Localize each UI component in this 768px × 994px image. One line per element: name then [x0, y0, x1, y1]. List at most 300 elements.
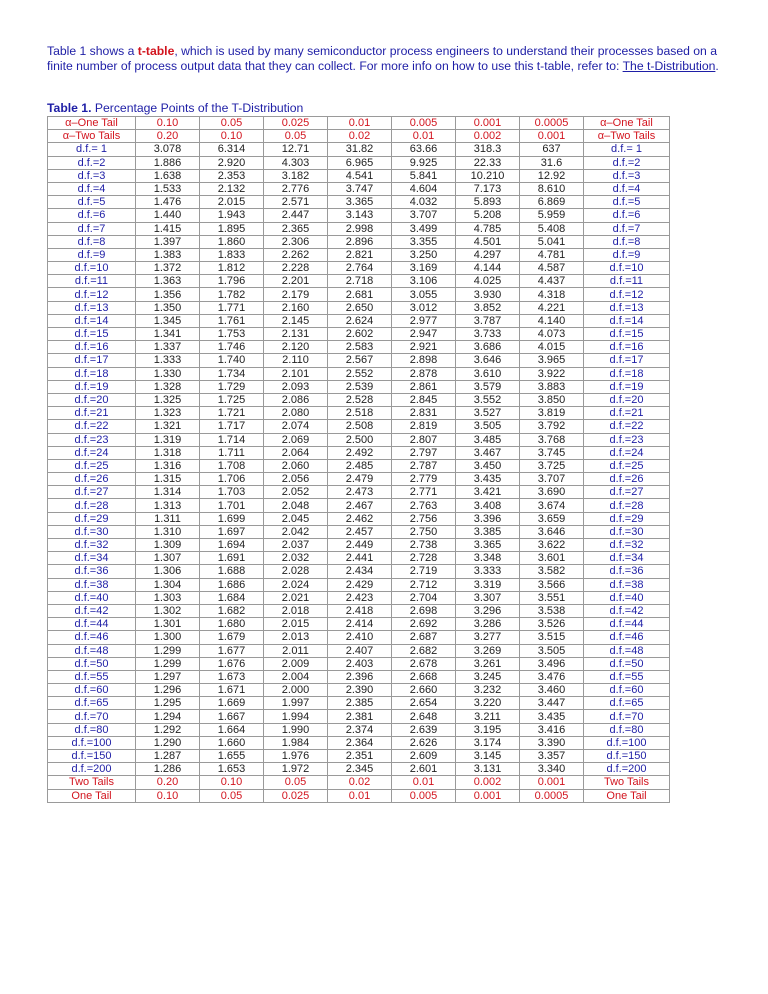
- critical-value-cell: 4.318: [520, 288, 584, 301]
- critical-value-cell: 3.012: [392, 301, 456, 314]
- df-label-cell: d.f.=200: [48, 763, 136, 776]
- critical-value-cell: 1.746: [200, 341, 264, 354]
- critical-value-cell: 1.729: [200, 380, 264, 393]
- critical-value-cell: 3.579: [456, 380, 520, 393]
- critical-value-cell: 4.221: [520, 301, 584, 314]
- critical-value-cell: 2.045: [264, 512, 328, 525]
- df-label-cell: d.f.=48: [584, 644, 670, 657]
- critical-value-cell: 3.725: [520, 459, 584, 472]
- critical-value-cell: 3.340: [520, 763, 584, 776]
- critical-value-cell: 2.947: [392, 328, 456, 341]
- intro-paragraph: [47, 44, 727, 74]
- critical-value-cell: 1.706: [200, 473, 264, 486]
- critical-value-cell: 2.776: [264, 182, 328, 195]
- critical-value-cell: 2.756: [392, 512, 456, 525]
- critical-value-cell: 4.015: [520, 341, 584, 354]
- critical-value-cell: 2.977: [392, 314, 456, 327]
- table-row: [48, 578, 670, 591]
- critical-value-cell: 1.350: [136, 301, 200, 314]
- critical-value-cell: 1.895: [200, 222, 264, 235]
- df-label-cell: d.f.=55: [584, 670, 670, 683]
- critical-value-cell: 3.232: [456, 684, 520, 697]
- table-caption: [47, 101, 303, 115]
- critical-value-cell: 2.064: [264, 446, 328, 459]
- df-label-cell: d.f.=200: [584, 763, 670, 776]
- critical-value-cell: 1.313: [136, 499, 200, 512]
- critical-value-cell: 3.551: [520, 591, 584, 604]
- table-row: [48, 288, 670, 301]
- critical-value-cell: 2.698: [392, 604, 456, 617]
- critical-value-cell: 3.220: [456, 697, 520, 710]
- critical-value-cell: 1.299: [136, 644, 200, 657]
- critical-value-cell: 0.05: [200, 117, 264, 130]
- critical-value-cell: 2.819: [392, 420, 456, 433]
- critical-value-cell: 3.883: [520, 380, 584, 393]
- critical-value-cell: 1.682: [200, 604, 264, 617]
- critical-value-cell: 1.976: [264, 750, 328, 763]
- critical-value-cell: 2.763: [392, 499, 456, 512]
- critical-value-cell: 3.211: [456, 710, 520, 723]
- df-label-cell: d.f.=60: [584, 684, 670, 697]
- table-caption-text: Percentage Points of the T-Distribution: [91, 101, 304, 115]
- critical-value-cell: 1.655: [200, 750, 264, 763]
- critical-value-cell: 1.972: [264, 763, 328, 776]
- critical-value-cell: 2.692: [392, 618, 456, 631]
- df-label-cell: d.f.=25: [48, 459, 136, 472]
- critical-value-cell: 3.768: [520, 433, 584, 446]
- critical-value-cell: 3.515: [520, 631, 584, 644]
- critical-value-cell: 2.878: [392, 367, 456, 380]
- critical-value-cell: 4.501: [456, 235, 520, 248]
- critical-value-cell: 6.869: [520, 196, 584, 209]
- critical-value-cell: 3.145: [456, 750, 520, 763]
- critical-value-cell: 1.994: [264, 710, 328, 723]
- df-label-cell: d.f.=80: [584, 723, 670, 736]
- critical-value-cell: 1.328: [136, 380, 200, 393]
- critical-value-cell: 2.682: [392, 644, 456, 657]
- critical-value-cell: 3.622: [520, 539, 584, 552]
- table-row: [48, 222, 670, 235]
- critical-value-cell: 3.496: [520, 657, 584, 670]
- critical-value-cell: 2.093: [264, 380, 328, 393]
- critical-value-cell: 1.860: [200, 235, 264, 248]
- table-row: [48, 328, 670, 341]
- critical-value-cell: 1.294: [136, 710, 200, 723]
- critical-value-cell: 3.435: [456, 473, 520, 486]
- critical-value-cell: 3.269: [456, 644, 520, 657]
- df-label-cell: d.f.=20: [584, 393, 670, 406]
- critical-value-cell: 2.120: [264, 341, 328, 354]
- table-row: [48, 433, 670, 446]
- df-label-cell: d.f.=6: [48, 209, 136, 222]
- critical-value-cell: 2.571: [264, 196, 328, 209]
- df-label-cell: d.f.=12: [48, 288, 136, 301]
- critical-value-cell: 2.004: [264, 670, 328, 683]
- critical-value-cell: 2.639: [392, 723, 456, 736]
- critical-value-cell: 1.680: [200, 618, 264, 631]
- df-label-cell: d.f.=17: [48, 354, 136, 367]
- critical-value-cell: 2.021: [264, 591, 328, 604]
- critical-value-cell: 1.307: [136, 552, 200, 565]
- critical-value-cell: 0.01: [392, 776, 456, 789]
- table-row: [48, 407, 670, 420]
- critical-value-cell: 1.295: [136, 697, 200, 710]
- critical-value-cell: 3.408: [456, 499, 520, 512]
- df-label-cell: d.f.=25: [584, 459, 670, 472]
- df-label-cell: d.f.=22: [48, 420, 136, 433]
- critical-value-cell: 4.781: [520, 248, 584, 261]
- critical-value-cell: 1.708: [200, 459, 264, 472]
- critical-value-cell: 5.041: [520, 235, 584, 248]
- critical-value-cell: 1.812: [200, 262, 264, 275]
- critical-value-cell: 4.541: [328, 169, 392, 182]
- critical-value-cell: 1.297: [136, 670, 200, 683]
- critical-value-cell: 2.457: [328, 525, 392, 538]
- table-row: [48, 486, 670, 499]
- critical-value-cell: 3.527: [456, 407, 520, 420]
- critical-value-cell: 1.699: [200, 512, 264, 525]
- df-label-cell: d.f.=42: [48, 604, 136, 617]
- critical-value-cell: 22.33: [456, 156, 520, 169]
- critical-value-cell: 3.078: [136, 143, 200, 156]
- df-label-cell: d.f.=15: [584, 328, 670, 341]
- critical-value-cell: 3.601: [520, 552, 584, 565]
- df-label-cell: d.f.=3: [584, 169, 670, 182]
- critical-value-cell: 3.106: [392, 275, 456, 288]
- table-row: [48, 684, 670, 697]
- critical-value-cell: 2.728: [392, 552, 456, 565]
- df-label-cell: d.f.=3: [48, 169, 136, 182]
- critical-value-cell: 2.024: [264, 578, 328, 591]
- df-label-cell: d.f.=7: [48, 222, 136, 235]
- critical-value-cell: 4.144: [456, 262, 520, 275]
- df-label-cell: d.f.=100: [48, 736, 136, 749]
- critical-value-cell: 0.10: [136, 789, 200, 802]
- critical-value-cell: 2.160: [264, 301, 328, 314]
- critical-value-cell: 3.450: [456, 459, 520, 472]
- critical-value-cell: 2.080: [264, 407, 328, 420]
- df-label-cell: d.f.=13: [48, 301, 136, 314]
- critical-value-cell: 1.734: [200, 367, 264, 380]
- critical-value-cell: 2.385: [328, 697, 392, 710]
- critical-value-cell: 2.418: [328, 604, 392, 617]
- df-label-cell: d.f.=18: [48, 367, 136, 380]
- critical-value-cell: 2.060: [264, 459, 328, 472]
- df-label-cell: d.f.=21: [584, 407, 670, 420]
- table-row: [48, 301, 670, 314]
- critical-value-cell: 63.66: [392, 143, 456, 156]
- critical-value-cell: 1.319: [136, 433, 200, 446]
- critical-value-cell: 2.390: [328, 684, 392, 697]
- table-row: [48, 473, 670, 486]
- critical-value-cell: 2.787: [392, 459, 456, 472]
- critical-value-cell: 637: [520, 143, 584, 156]
- critical-value-cell: 1.363: [136, 275, 200, 288]
- critical-value-cell: 3.747: [328, 182, 392, 195]
- critical-value-cell: 3.355: [392, 235, 456, 248]
- table-row: [48, 697, 670, 710]
- table-row: [48, 618, 670, 631]
- critical-value-cell: 3.646: [520, 525, 584, 538]
- critical-value-cell: 1.383: [136, 248, 200, 261]
- critical-value-cell: 2.704: [392, 591, 456, 604]
- table-row: [48, 275, 670, 288]
- critical-value-cell: 3.686: [456, 341, 520, 354]
- critical-value-cell: 3.250: [392, 248, 456, 261]
- critical-value-cell: 0.001: [520, 130, 584, 143]
- critical-value-cell: 0.002: [456, 776, 520, 789]
- critical-value-cell: 2.403: [328, 657, 392, 670]
- df-label-cell: d.f.=18: [584, 367, 670, 380]
- critical-value-cell: 1.697: [200, 525, 264, 538]
- critical-value-cell: 2.492: [328, 446, 392, 459]
- critical-value-cell: 2.719: [392, 565, 456, 578]
- table-row: [48, 763, 670, 776]
- df-label-cell: d.f.=12: [584, 288, 670, 301]
- critical-value-cell: 2.069: [264, 433, 328, 446]
- critical-value-cell: 31.82: [328, 143, 392, 156]
- critical-value-cell: 2.712: [392, 578, 456, 591]
- df-label-cell: d.f.=24: [584, 446, 670, 459]
- table-row: [48, 196, 670, 209]
- critical-value-cell: 3.787: [456, 314, 520, 327]
- critical-value-cell: 10.210: [456, 169, 520, 182]
- critical-value-cell: 1.943: [200, 209, 264, 222]
- table-row: [48, 459, 670, 472]
- df-label-cell: d.f.=60: [48, 684, 136, 697]
- critical-value-cell: 0.01: [328, 789, 392, 802]
- critical-value-cell: 2.467: [328, 499, 392, 512]
- t-table-highlight: t-table: [137, 44, 175, 58]
- critical-value-cell: 2.306: [264, 235, 328, 248]
- critical-value-cell: 5.959: [520, 209, 584, 222]
- df-label-cell: d.f.=50: [584, 657, 670, 670]
- table-row: [48, 156, 670, 169]
- critical-value-cell: 2.998: [328, 222, 392, 235]
- df-label-cell: One Tail: [48, 789, 136, 802]
- table-row: [48, 644, 670, 657]
- critical-value-cell: 1.771: [200, 301, 264, 314]
- df-label-cell: d.f.= 1: [584, 143, 670, 156]
- critical-value-cell: 0.05: [264, 776, 328, 789]
- critical-value-cell: 6.314: [200, 143, 264, 156]
- critical-value-cell: 2.110: [264, 354, 328, 367]
- df-label-cell: d.f.=22: [584, 420, 670, 433]
- table-row: [48, 393, 670, 406]
- critical-value-cell: 2.807: [392, 433, 456, 446]
- critical-value-cell: 1.694: [200, 539, 264, 552]
- df-label-cell: d.f.=36: [48, 565, 136, 578]
- critical-value-cell: 1.286: [136, 763, 200, 776]
- critical-value-cell: 2.042: [264, 525, 328, 538]
- critical-value-cell: 2.353: [200, 169, 264, 182]
- critical-value-cell: 3.307: [456, 591, 520, 604]
- critical-value-cell: 2.552: [328, 367, 392, 380]
- critical-value-cell: 0.01: [328, 117, 392, 130]
- critical-value-cell: 3.965: [520, 354, 584, 367]
- critical-value-cell: 1.300: [136, 631, 200, 644]
- df-label-cell: d.f.=28: [48, 499, 136, 512]
- critical-value-cell: 2.364: [328, 736, 392, 749]
- critical-value-cell: 5.893: [456, 196, 520, 209]
- df-label-cell: α–Two Tails: [48, 130, 136, 143]
- critical-value-cell: 4.604: [392, 182, 456, 195]
- critical-value-cell: 2.567: [328, 354, 392, 367]
- critical-value-cell: 3.745: [520, 446, 584, 459]
- critical-value-cell: 1.796: [200, 275, 264, 288]
- critical-value-cell: 1.341: [136, 328, 200, 341]
- critical-value-cell: 2.441: [328, 552, 392, 565]
- table-row: [48, 750, 670, 763]
- critical-value-cell: 1.721: [200, 407, 264, 420]
- critical-value-cell: 0.05: [200, 789, 264, 802]
- critical-value-cell: 2.626: [392, 736, 456, 749]
- critical-value-cell: 0.002: [456, 130, 520, 143]
- critical-value-cell: 1.299: [136, 657, 200, 670]
- df-label-cell: d.f.=40: [584, 591, 670, 604]
- critical-value-cell: 1.671: [200, 684, 264, 697]
- critical-value-cell: 9.925: [392, 156, 456, 169]
- df-label-cell: d.f.=65: [584, 697, 670, 710]
- critical-value-cell: 1.315: [136, 473, 200, 486]
- critical-value-cell: 2.920: [200, 156, 264, 169]
- df-label-cell: d.f.=44: [48, 618, 136, 631]
- df-label-cell: d.f.=11: [48, 275, 136, 288]
- t-distribution-table: [47, 116, 670, 803]
- critical-value-cell: 1.761: [200, 314, 264, 327]
- df-label-cell: Two Tails: [584, 776, 670, 789]
- critical-value-cell: 1.330: [136, 367, 200, 380]
- df-label-cell: d.f.=26: [584, 473, 670, 486]
- table-row: [48, 539, 670, 552]
- critical-value-cell: 3.416: [520, 723, 584, 736]
- critical-value-cell: 3.421: [456, 486, 520, 499]
- critical-value-cell: 2.896: [328, 235, 392, 248]
- critical-value-cell: 2.898: [392, 354, 456, 367]
- critical-value-cell: 3.286: [456, 618, 520, 631]
- critical-value-cell: 2.750: [392, 525, 456, 538]
- table-row: [48, 314, 670, 327]
- df-label-cell: d.f.=46: [584, 631, 670, 644]
- critical-value-cell: 2.032: [264, 552, 328, 565]
- critical-value-cell: 3.505: [456, 420, 520, 433]
- table-row: [48, 631, 670, 644]
- critical-value-cell: 2.000: [264, 684, 328, 697]
- critical-value-cell: 3.566: [520, 578, 584, 591]
- critical-value-cell: 4.303: [264, 156, 328, 169]
- critical-value-cell: 3.499: [392, 222, 456, 235]
- critical-value-cell: 1.638: [136, 169, 200, 182]
- critical-value-cell: 2.660: [392, 684, 456, 697]
- critical-value-cell: 1.309: [136, 539, 200, 552]
- critical-value-cell: 2.009: [264, 657, 328, 670]
- table-row: [48, 525, 670, 538]
- critical-value-cell: 2.601: [392, 763, 456, 776]
- critical-value-cell: 2.086: [264, 393, 328, 406]
- df-label-cell: d.f.=2: [48, 156, 136, 169]
- table-row: [48, 710, 670, 723]
- df-label-cell: d.f.=70: [48, 710, 136, 723]
- critical-value-cell: 2.602: [328, 328, 392, 341]
- critical-value-cell: 3.169: [392, 262, 456, 275]
- df-label-cell: One Tail: [584, 789, 670, 802]
- critical-value-cell: 1.321: [136, 420, 200, 433]
- df-label-cell: d.f.=20: [48, 393, 136, 406]
- alpha-footer-row: [48, 789, 670, 802]
- critical-value-cell: 2.351: [328, 750, 392, 763]
- critical-value-cell: 3.390: [520, 736, 584, 749]
- critical-value-cell: 5.408: [520, 222, 584, 235]
- df-label-cell: d.f.=19: [584, 380, 670, 393]
- critical-value-cell: 1.292: [136, 723, 200, 736]
- critical-value-cell: 1.290: [136, 736, 200, 749]
- critical-value-cell: 2.374: [328, 723, 392, 736]
- critical-value-cell: 2.011: [264, 644, 328, 657]
- critical-value-cell: 2.609: [392, 750, 456, 763]
- critical-value-cell: 1.725: [200, 393, 264, 406]
- critical-value-cell: 2.037: [264, 539, 328, 552]
- critical-value-cell: 1.323: [136, 407, 200, 420]
- critical-value-cell: 2.407: [328, 644, 392, 657]
- table-row: [48, 209, 670, 222]
- critical-value-cell: 0.025: [264, 789, 328, 802]
- df-label-cell: d.f.=4: [584, 182, 670, 195]
- table-row: [48, 380, 670, 393]
- df-label-cell: d.f.=19: [48, 380, 136, 393]
- critical-value-cell: 1.886: [136, 156, 200, 169]
- critical-value-cell: 2.500: [328, 433, 392, 446]
- critical-value-cell: 0.025: [264, 117, 328, 130]
- critical-value-cell: 1.833: [200, 248, 264, 261]
- table-row: [48, 341, 670, 354]
- df-label-cell: d.f.=28: [584, 499, 670, 512]
- critical-value-cell: 3.707: [520, 473, 584, 486]
- critical-value-cell: 2.414: [328, 618, 392, 631]
- table-row: [48, 499, 670, 512]
- critical-value-cell: 3.485: [456, 433, 520, 446]
- critical-value-cell: 1.311: [136, 512, 200, 525]
- df-label-cell: d.f.=32: [48, 539, 136, 552]
- critical-value-cell: 2.921: [392, 341, 456, 354]
- critical-value-cell: 1.325: [136, 393, 200, 406]
- critical-value-cell: 2.650: [328, 301, 392, 314]
- df-label-cell: α–One Tail: [48, 117, 136, 130]
- critical-value-cell: 3.707: [392, 209, 456, 222]
- critical-value-cell: 3.850: [520, 393, 584, 406]
- critical-value-cell: 2.056: [264, 473, 328, 486]
- df-label-cell: d.f.=26: [48, 473, 136, 486]
- critical-value-cell: 1.440: [136, 209, 200, 222]
- critical-value-cell: 1.679: [200, 631, 264, 644]
- df-label-cell: d.f.=14: [584, 314, 670, 327]
- critical-value-cell: 1.691: [200, 552, 264, 565]
- critical-value-cell: 2.624: [328, 314, 392, 327]
- critical-value-cell: 3.348: [456, 552, 520, 565]
- critical-value-cell: 1.997: [264, 697, 328, 710]
- critical-value-cell: 2.018: [264, 604, 328, 617]
- df-label-cell: Two Tails: [48, 776, 136, 789]
- critical-value-cell: 0.02: [328, 130, 392, 143]
- critical-value-cell: 3.538: [520, 604, 584, 617]
- critical-value-cell: 2.447: [264, 209, 328, 222]
- critical-value-cell: 0.10: [136, 117, 200, 130]
- df-label-cell: d.f.=36: [584, 565, 670, 578]
- table-row: [48, 657, 670, 670]
- critical-value-cell: 2.145: [264, 314, 328, 327]
- critical-value-cell: 2.015: [200, 196, 264, 209]
- table-row: [48, 723, 670, 736]
- t-distribution-link[interactable]: The t-Distribution: [622, 59, 716, 73]
